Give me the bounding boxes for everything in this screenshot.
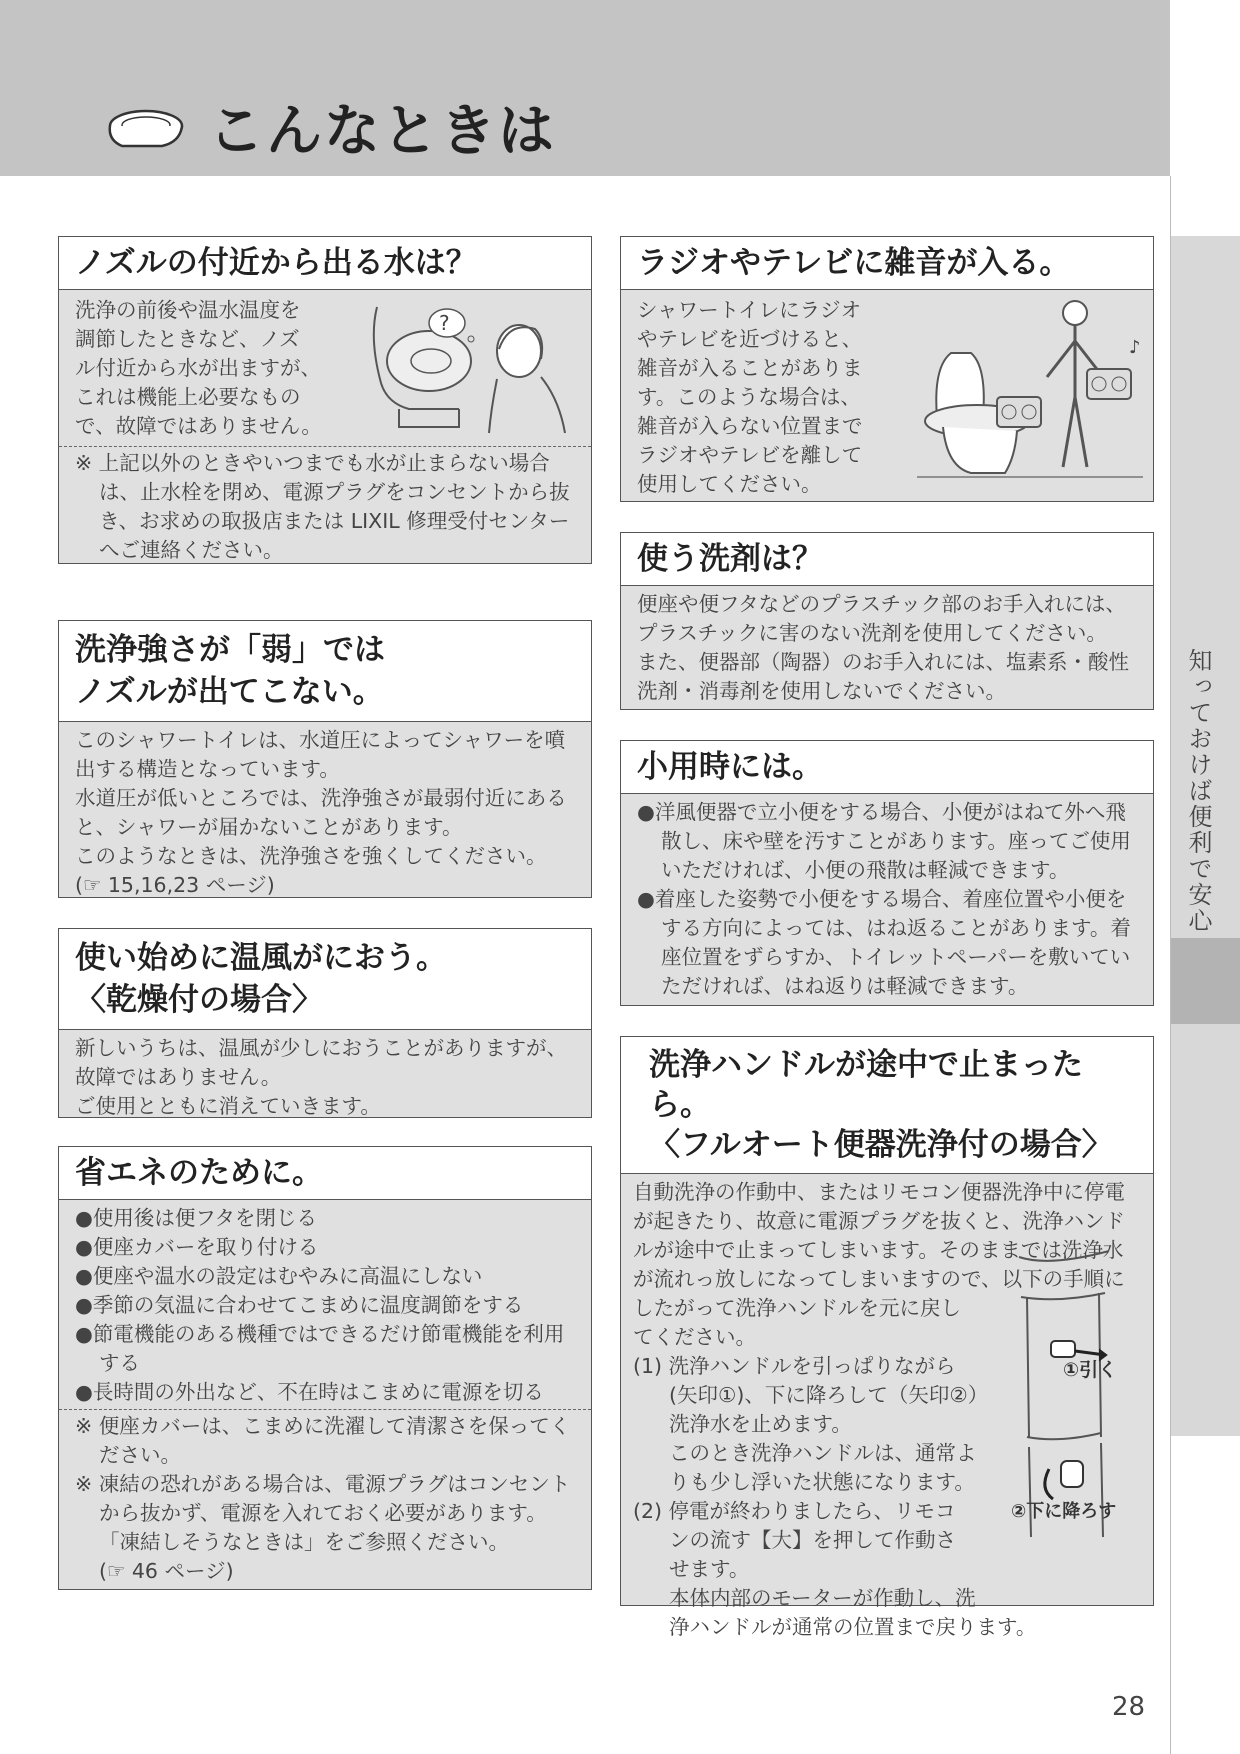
svg-text:♪: ♪ [1129, 337, 1141, 358]
body-line: で、故障ではありません。 [75, 414, 322, 438]
bullet-item: ●使用後は便フタを閉じる [75, 1206, 317, 1230]
section-title: 洗浄ハンドルが途中で止まったら。 [649, 1047, 1083, 1123]
page-reference: (☞ 46 ページ) [99, 1559, 234, 1583]
side-tab-marker [1171, 938, 1240, 1024]
step-line: 洗浄水を止めます。 [669, 1412, 852, 1436]
bullet-item: ●洋風便器で立小便をする場合、小便がはねて外へ飛散し、床や壁を汚すことがあります。座ってご使用いただければ、小便の飛散は軽減できます。 [637, 800, 1131, 882]
section-title: 洗浄強さが「弱」では [75, 632, 385, 668]
step-line: ンの流す【大】を押して作動さ [669, 1528, 956, 1552]
page-title: こんなときは [208, 99, 556, 164]
step-line: せます。 [669, 1557, 750, 1581]
section-title: 使う洗剤は？ [621, 533, 1153, 586]
section-detergent [620, 532, 1154, 710]
body-line: 雑音が入らない位置まで [637, 414, 863, 438]
radio-toilet-illustration [907, 297, 1147, 497]
step-line: (1) 洗浄ハンドルを引っぱりながら [633, 1354, 956, 1378]
body-line: ル付近から水が出ますが、 [75, 356, 321, 380]
note-text: ※ 上記以外のときやいつまでも水が止まらない場合は、止水栓を閉め、電源プラグをコンセントから抜き、お求めの取扱店または LIXIL 修理受付センターへご連絡ください。 [75, 451, 570, 562]
body-paragraph: また、便器部（陶器）のお手入れには、塩素系・酸性洗剤・消毒剤を使用しないでください。 [637, 650, 1129, 703]
body-paragraph: 水道圧が低いところでは、洗浄強さが最弱付近にあると、シャワーが届かないことがあります。 [75, 786, 567, 839]
body-line: ルが途中で止まってしまいます。そのままでは洗浄水 [633, 1238, 1124, 1262]
section-subtitle: 〈フルオート便器洗浄付の場合〉 [649, 1127, 1113, 1163]
note-text: ※ 便座カバーは、こまめに洗濯して清潔さを保ってください。 [75, 1414, 571, 1467]
body-line: 調節したときなど、ノズ [75, 327, 300, 351]
section-title: 省エネのために。 [59, 1147, 591, 1200]
body-paragraph: 便座や便フタなどのプラスチック部のお手入れには、プラスチックに害のない洗剤を使用してください。 [637, 592, 1126, 645]
page-reference: (☞ 15,16,23 ページ) [75, 873, 275, 897]
step-line: 浄ハンドルが通常の位置まで戻ります。 [669, 1615, 1037, 1639]
section-energy-saving [58, 1146, 592, 1590]
section-title: ラジオやテレビに雑音が入る。 [621, 237, 1153, 290]
body-paragraph: このシャワートイレは、水道圧によってシャワーを噴出する構造となっています。 [75, 728, 566, 781]
dashed-divider [59, 446, 591, 447]
body-paragraph: 新しいうちは、温風が少しにおうことがありますが、故障ではありません。 [75, 1036, 567, 1089]
body-line: てください。 [633, 1325, 756, 1349]
body-line: 自動洗浄の作動中、またはリモコン便器洗浄中に停電 [633, 1180, 1125, 1204]
section-radio-noise [620, 236, 1154, 502]
toilet-person-illustration [359, 299, 589, 435]
body-line: が起きたり、故意に電源プラグを抜くと、洗浄ハンド [633, 1209, 1125, 1233]
page-header [0, 0, 1170, 176]
svg-text:?: ? [439, 311, 450, 335]
body-line: 使用してください。 [637, 472, 822, 496]
section-title: ノズルが出てこない。 [75, 674, 384, 710]
body-line: ラジオやテレビを離して [637, 443, 863, 467]
step-line: (矢印①)、下に降ろして（矢印②） [669, 1383, 989, 1407]
bullet-item: ●節電機能のある機種ではできるだけ節電機能を利用する [75, 1322, 565, 1375]
step-line: りも少し浮いた状態になります。 [669, 1470, 975, 1494]
toilet-seat-icon [102, 104, 184, 154]
section-weak-nozzle [58, 620, 592, 898]
body-line: が流れっ放しになってしまいますので、以下の手順に [633, 1267, 1125, 1291]
body-line: これは機能上必要なもの [75, 385, 301, 409]
step-line: 本体内部のモーターが作動し、洗 [669, 1586, 976, 1610]
section-warm-air-smell [58, 928, 592, 1118]
arrow-label-lower: ②下に降ろす [1011, 1501, 1117, 1522]
arrow-label-pull: ①引く [1063, 1359, 1118, 1381]
step-line: このとき洗浄ハンドルは、通常よ [669, 1441, 977, 1465]
section-urination [620, 740, 1154, 1006]
body-line: やテレビを近づけると、 [637, 327, 863, 351]
body-paragraph: ご使用とともに消えていきます。 [75, 1094, 381, 1118]
dashed-divider [59, 1409, 591, 1410]
body-line: 雑音が入ることがありま [637, 356, 863, 380]
bullet-item: ●便座や温水の設定はむやみに高温にしない [75, 1264, 483, 1288]
body-line: 洗浄の前後や温水温度を [75, 298, 301, 322]
section-title: 小用時には。 [621, 741, 1153, 794]
body-line: したがって洗浄ハンドルを元に戻し [633, 1296, 961, 1320]
page-number: 28 [1112, 1692, 1146, 1722]
section-title: ノズルの付近から出る水は？ [59, 237, 591, 290]
bullet-item: ●長時間の外出など、不在時はこまめに電源を切る [75, 1380, 544, 1404]
body-line: す。このような場合は、 [637, 385, 861, 409]
bullet-item: ●季節の気温に合わせてこまめに温度調節をする [75, 1293, 524, 1317]
section-title: 使い始めに温風がにおう。 [75, 940, 447, 976]
step-line: (2) 停電が終わりましたら、リモコ [633, 1499, 956, 1523]
body-line: シャワートイレにラジオ [637, 298, 862, 322]
bullet-item: ●着座した姿勢で小便をする場合、着座位置や小便をする方向によっては、はね返ることがあります。着座位置をずらすか、トイレットペーパーを敷いていただければ、はね返りは軽減できます。 [637, 887, 1131, 998]
note-text: ※ 凍結の恐れがある場合は、電源プラグはコンセントから抜かず、電源を入れておく必要があります。「凍結しそうなときは」をご参照ください。 [75, 1472, 571, 1554]
body-paragraph: このようなときは、洗浄強さを強くしてください。 [75, 844, 547, 868]
side-tab-label: 知っておけば便利で安心 [1184, 648, 1212, 934]
bullet-item: ●便座カバーを取り付ける [75, 1235, 319, 1259]
section-subtitle: 〈乾燥付の場合〉 [75, 982, 323, 1018]
section-nozzle-water [58, 236, 592, 564]
section-flush-handle [620, 1036, 1154, 1639]
